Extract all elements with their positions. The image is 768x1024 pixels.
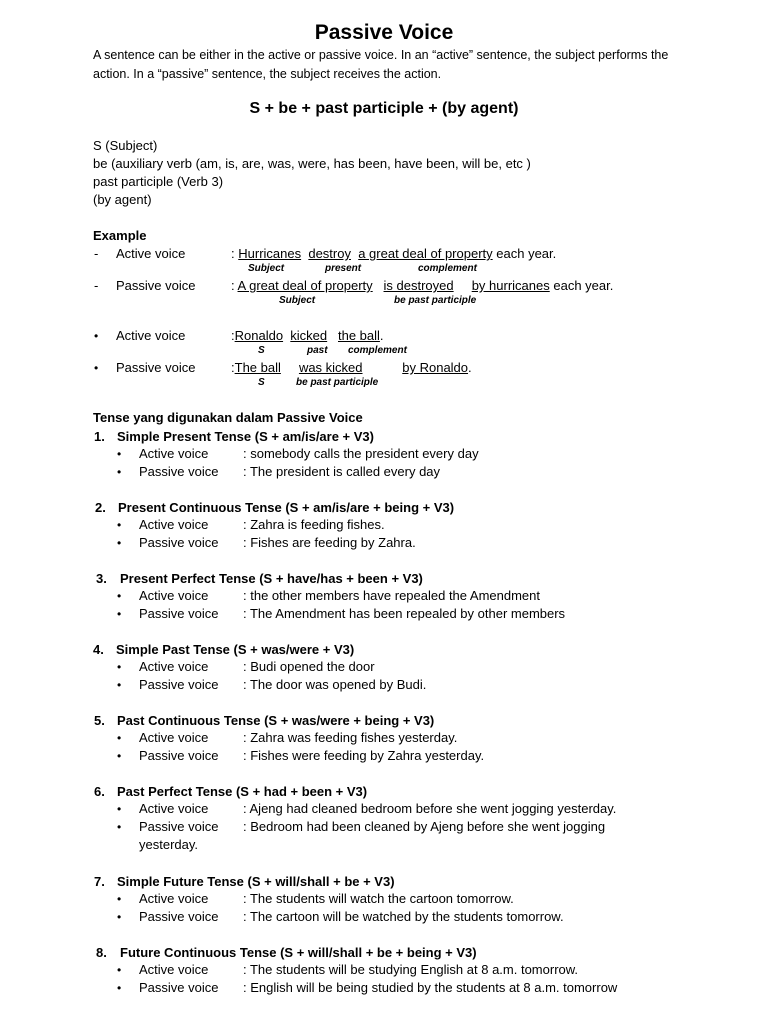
list-bullet: •	[117, 678, 122, 692]
active-voice-sentence: : Zahra is feeding fishes.	[243, 517, 385, 532]
definition-be: be (auxiliary verb (am, is, are, was, were, has been, have been, will be, etc )	[93, 156, 531, 171]
example1-passive-label: Passive voice	[116, 278, 196, 293]
list-bullet: •	[117, 607, 122, 621]
page-title: Passive Voice	[314, 21, 454, 44]
passive-voice-label: Passive voice	[139, 819, 219, 834]
list-bullet: •	[117, 820, 122, 834]
tense-name: Present Perfect Tense (S + have/has + been + V3)	[120, 571, 423, 586]
example2-subject: Ronaldo	[234, 328, 284, 343]
active-voice-sentence: : somebody calls the president every day	[243, 446, 479, 461]
example2-active-sentence	[231, 327, 384, 345]
tense-name: Present Continuous Tense (S + am/is/are + being + V3)	[118, 500, 455, 515]
example2-passive-verb: was kicked	[298, 360, 363, 375]
example1-passive-rest: each year.	[553, 278, 614, 293]
colon: :	[231, 328, 235, 343]
tense-name: Future Continuous Tense (S + will/shall + be + being + V3)	[120, 945, 477, 960]
list-bullet: •	[117, 892, 122, 906]
passive-voice-sentence: : Bedroom had been cleaned by Ajeng before she went jogging	[243, 819, 606, 834]
example2-passive-label-s: S	[258, 377, 265, 388]
active-voice-label: Active voice	[139, 659, 209, 674]
active-voice-sentence: : Budi opened the door	[243, 659, 375, 674]
example1-rest: each year.	[496, 246, 557, 261]
tense-number: 2.	[95, 500, 106, 515]
passive-voice-label: Passive voice	[139, 909, 219, 924]
colon: :	[231, 360, 235, 375]
definition-past-participle: past participle (Verb 3)	[93, 174, 224, 189]
tense-number: 6.	[94, 784, 105, 799]
example1-active-sentence	[231, 245, 556, 263]
active-voice-label: Active voice	[139, 730, 209, 745]
list-bullet: •	[117, 518, 122, 532]
example2-label-past: past	[307, 345, 328, 356]
example1-verb: destroy	[308, 246, 351, 261]
tense-name: Simple Present Tense (S + am/is/are + V3)	[117, 429, 374, 444]
colon: :	[231, 278, 235, 293]
example2-passive-sentence	[231, 359, 472, 377]
example1-passive-subject: A great deal of property	[237, 278, 373, 293]
example2-active-label: Active voice	[116, 328, 186, 343]
active-voice-label: Active voice	[139, 891, 209, 906]
passive-voice-label: Passive voice	[139, 677, 219, 692]
passive-voice-sentence-continued: yesterday.	[139, 837, 199, 852]
list-bullet: •	[117, 536, 122, 550]
passive-voice-label: Passive voice	[139, 535, 219, 550]
passive-voice-label: Passive voice	[139, 464, 219, 479]
list-bullet: •	[117, 749, 122, 763]
active-voice-label: Active voice	[139, 801, 209, 816]
list-bullet: •	[117, 981, 122, 995]
active-voice-label: Active voice	[139, 517, 209, 532]
active-voice-label: Active voice	[139, 588, 209, 603]
example1-label-complement: complement	[418, 263, 477, 274]
list-bullet: •	[117, 910, 122, 924]
passive-voice-label: Passive voice	[139, 606, 219, 621]
tense-name: Past Perfect Tense (S + had + been + V3)	[117, 784, 368, 799]
passive-formula: S + be + past participle + (by agent)	[249, 100, 519, 117]
tense-number: 3.	[96, 571, 107, 586]
active-voice-sentence: : Ajeng had cleaned bedroom before she went jogging yesterday.	[243, 801, 617, 816]
active-voice-sentence: : The students will watch the cartoon tomorrow.	[243, 891, 514, 906]
example2-passive-period: .	[468, 360, 472, 375]
example1-passive-agent: by hurricanes	[471, 278, 550, 293]
active-voice-sentence: : The students will be studying English at 8 a.m. tomorrow.	[243, 962, 579, 977]
example2-passive-agent: by Ronaldo	[402, 360, 469, 375]
example1-label-present: present	[325, 263, 362, 274]
list-dash: -	[94, 246, 99, 261]
passive-voice-label: Passive voice	[139, 980, 219, 995]
active-voice-label: Active voice	[139, 446, 209, 461]
example2-period: .	[379, 328, 384, 343]
intro-paragraph: A sentence can be either in the active or passive voice. In an “active” sentence, the subject performs the action. In a “passive” sentence, the subject receives the action.	[93, 48, 669, 81]
active-voice-label: Active voice	[139, 962, 209, 977]
passive-voice-sentence: : The president is called every day	[243, 464, 441, 479]
list-bullet: •	[117, 963, 122, 977]
example2-label-complement: complement	[348, 345, 407, 356]
example1-active-label: Active voice	[116, 246, 186, 261]
example2-label-s: S	[258, 345, 265, 356]
tense-number: 7.	[94, 874, 105, 889]
example-heading: Example	[93, 228, 147, 243]
active-voice-sentence: : Zahra was feeding fishes yesterday.	[243, 730, 458, 745]
passive-voice-sentence: : English will be being studied by the students at 8 a.m. tomorrow	[243, 980, 618, 995]
example1-passive-verb: is destroyed	[383, 278, 454, 293]
list-bullet: •	[117, 447, 122, 461]
example2-verb: kicked	[290, 328, 328, 343]
list-dash: -	[94, 278, 99, 293]
example2-passive-label-bepp: be past participle	[296, 377, 379, 388]
list-bullet: •	[117, 589, 122, 603]
passive-voice-sentence: : The Amendment has been repealed by other members	[243, 606, 566, 621]
tense-number: 1.	[94, 429, 105, 444]
list-bullet: •	[94, 329, 99, 343]
example1-passive-label-bepp: be past participle	[394, 295, 477, 306]
list-bullet: •	[117, 802, 122, 816]
active-voice-sentence: : the other members have repealed the Amendment	[243, 588, 541, 603]
example2-complement: the ball	[338, 328, 380, 343]
example2-passive-subject: The ball	[234, 360, 281, 375]
passive-voice-label: Passive voice	[139, 748, 219, 763]
colon: :	[231, 246, 235, 261]
tense-name: Simple Future Tense (S + will/shall + be + V3)	[117, 874, 395, 889]
definition-by-agent: (by agent)	[93, 192, 152, 207]
passive-voice-sentence: : Fishes are feeding by Zahra.	[243, 535, 416, 550]
example1-label-subject: Subject	[248, 263, 285, 274]
example1-passive-sentence	[231, 277, 613, 295]
tense-number: 8.	[96, 945, 107, 960]
list-bullet: •	[94, 361, 99, 375]
list-bullet: •	[117, 660, 122, 674]
tense-name: Simple Past Tense (S + was/were + V3)	[116, 642, 355, 657]
tense-number: 4.	[93, 642, 104, 657]
tenses-heading: Tense yang digunakan dalam Passive Voice	[93, 410, 363, 425]
list-bullet: •	[117, 731, 122, 745]
example1-complement: a great deal of property	[358, 246, 493, 261]
passive-voice-sentence: : The cartoon will be watched by the students tomorrow.	[243, 909, 564, 924]
tense-name: Past Continuous Tense (S + was/were + being + V3)	[117, 713, 435, 728]
definition-subject: S (Subject)	[93, 138, 158, 153]
passive-voice-sentence: : Fishes were feeding by Zahra yesterday.	[243, 748, 485, 763]
list-bullet: •	[117, 465, 122, 479]
tense-number: 5.	[94, 713, 105, 728]
example2-passive-label: Passive voice	[116, 360, 196, 375]
example1-passive-label-subject: Subject	[279, 295, 316, 306]
example1-subject: Hurricanes	[238, 246, 302, 261]
passive-voice-sentence: : The door was opened by Budi.	[243, 677, 427, 692]
